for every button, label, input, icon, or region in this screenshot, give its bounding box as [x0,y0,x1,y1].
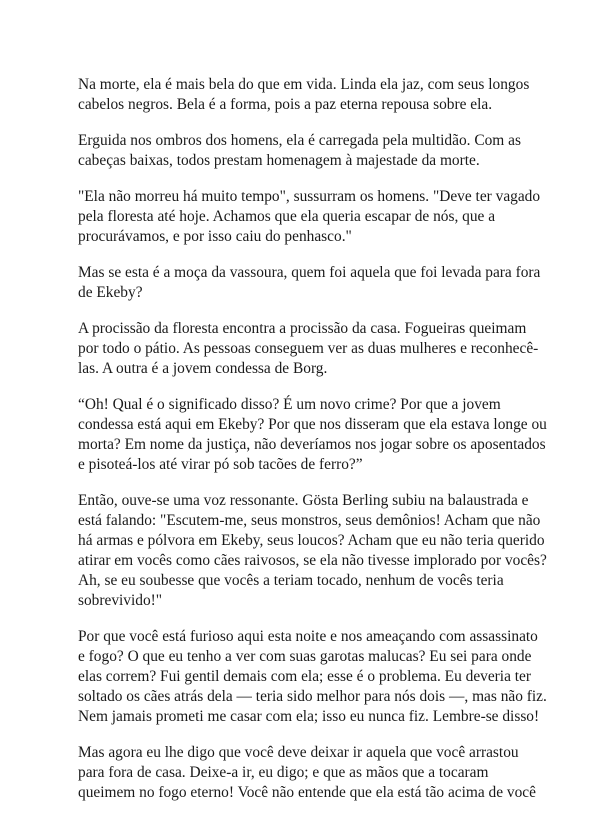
text-line: "Ela não morreu há muito tempo", sussurram os homens. "Deve ter vagado [78,188,541,205]
text-line: por todo o pátio. As pessoas conseguem ver as duas mulheres e reconhecê- [78,340,539,357]
paragraph-5 [78,319,539,379]
text-line: Na morte, ela é mais bela do que em vida. Linda ela jaz, com seus longos [78,76,530,93]
text-line: e pisoteá-los até virar pó sob tacões de ferro?” [78,456,363,473]
text-line: Por que você está furioso aqui esta noite e nos ameaçando com assassinato [78,628,538,645]
paragraph-3 [78,187,541,247]
document-page [78,75,547,819]
text-line: há armas e pólvora em Ekeby, seus loucos? Acham que eu não teria querido [78,532,545,549]
text-line: “Oh! Qual é o significado disso? É um novo crime? Por que a jovem [78,396,501,413]
text-line: procurávamos, e por isso caiu do penhasco." [78,228,352,245]
text-line: Erguida nos ombros dos homens, ela é carregada pela multidão. Com as [78,132,521,149]
text-line: Então, ouve-se uma voz ressonante. Gösta Berling subiu na balaustrada e [78,492,529,509]
text-line: las. A outra é a jovem condessa de Borg. [78,360,328,377]
text-line: Ah, se eu soubesse que vocês a teriam tocado, nenhum de vocês teria [78,572,504,589]
text-line: e fogo? O que eu tenho a ver com suas garotas malucas? Eu sei para onde [78,648,532,665]
paragraph-6 [78,395,547,475]
paragraph-4 [78,263,541,303]
text-line: Mas se esta é a moça da vassoura, quem foi aquela que foi levada para fora [78,264,541,281]
text-line: cabelos negros. Bela é a forma, pois a paz eterna repousa sobre ela. [78,96,493,113]
paragraph-2 [78,131,533,171]
text-line: morta? Em nome da justiça, não deveríamos nos jogar sobre os aposentados [78,436,546,453]
paragraph-8 [78,627,547,727]
text-line: de Ekeby? [78,284,143,301]
text-line: atirar em vocês como cães raivosos, se ela não tivesse implorado por vocês? [78,552,547,569]
text-line: A procissão da floresta encontra a procissão da casa. Fogueiras queimam [78,320,527,337]
paragraph-9 [78,743,536,803]
text-line: soltado os cães atrás dela — teria sido melhor para nós dois —, mas não fiz. [78,688,547,705]
text-line: cabeças baixas, todos prestam homenagem à majestade da morte. [78,152,480,169]
text-line: sobrevivido!" [78,592,163,609]
paragraph-1 [78,75,533,115]
text-line: para fora de casa. Deixe-a ir, eu digo; e que as mãos que a tocaram [78,764,489,781]
text-line: pela floresta até hoje. Achamos que ela queria escapar de nós, que a [78,208,496,225]
text-line: está falando: "Escutem-me, seus monstros, seus demônios! Acham que não [78,512,541,529]
paragraph-7 [78,491,547,611]
text-line: queimem no fogo eterno! Você não entende que ela está tão acima de você [78,784,536,801]
text-line: elas correm? Fui gentil demais com ela; esse é o problema. Eu deveria ter [78,668,531,685]
text-line: condessa está aqui em Ekeby? Por que nos disseram que ela estava longe ou [78,416,547,433]
text-line: Mas agora eu lhe digo que você deve deixar ir aquela que você arrastou [78,744,519,761]
text-line: Nem jamais prometi me casar com ela; isso eu nunca fiz. Lembre-se disso! [78,708,540,725]
